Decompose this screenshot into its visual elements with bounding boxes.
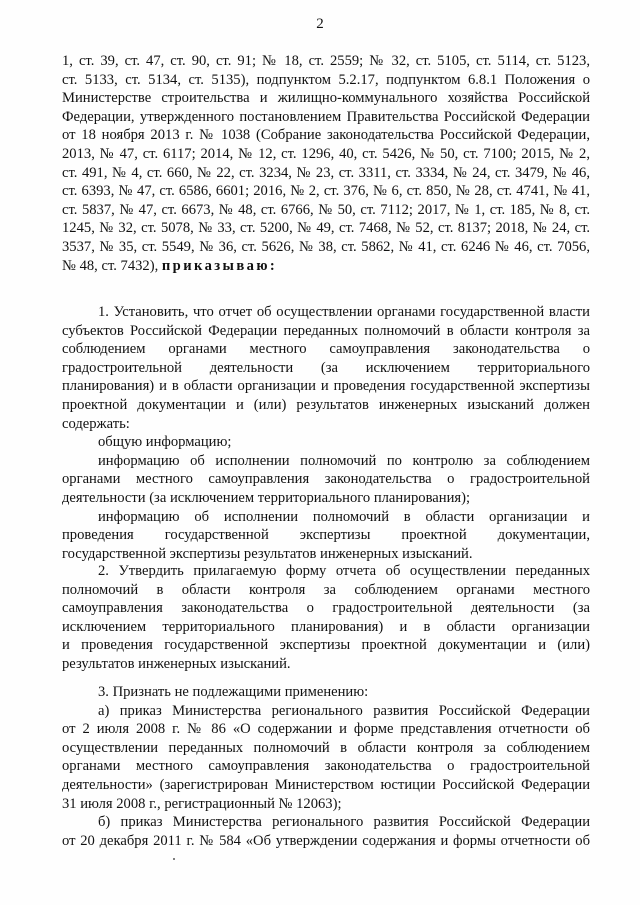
text-line: субъектов Российской Федерации переданных полномочий в области контроля за — [62, 322, 590, 339]
text-line: планирования) и в области организации и проведения государственной экспертизы — [62, 378, 590, 395]
text-line: полномочий в области контроля за соблюдением органами местного — [62, 581, 590, 598]
order-word: приказываю: — [161, 257, 278, 274]
text-line: 1. Установить, что отчет об осуществлении органами государственной власти — [98, 304, 590, 320]
text-line: Министерстве строительства и жилищно-коммунального хозяйства Российской — [62, 90, 590, 107]
text-line-final — [62, 257, 590, 276]
text-line: ст. 5133, ст. 5134, ст. 5135), подпунктом 5.2.17, подпунктом 6.8.1 Положения о — [62, 71, 590, 88]
text-line: ст. 6393, № 47, ст. 6586, 6601; 2016, № 2, ст. 376, № 6, ст. 850, № 28, ст. 4741, № 41, — [62, 183, 590, 200]
item-2-paragraph — [62, 562, 590, 674]
text-line: 3. Признать не подлежащими применению: — [98, 684, 369, 700]
text-line: 1, ст. 39, ст. 47, ст. 90, ст. 91; № 18, ст. 2559; № 32, ст. 5105, ст. 5114, ст. 5123, — [62, 53, 590, 69]
text-line: ст. 491, № 4, ст. 660, № 22, ст. 3234, № 23, ст. 3311, ст. 3334, № 24, ст. 3479, № 46, — [62, 164, 590, 181]
text-line: соблюдением органами местного самоуправления законодательства о — [62, 341, 590, 358]
text-line: проведения государственной экспертизы проектной документации, — [62, 527, 590, 544]
text-line: исключением территориального планирования) и в области организации — [62, 618, 590, 635]
preamble-last: № 48, ст. 7432), — [62, 257, 159, 274]
text-line: проектной документации и (или) результатов инженерных изысканий должен — [62, 396, 590, 413]
text-line: от 2 июля 2008 г. № 86 «О содержании и форме представления отчетности об — [62, 721, 590, 738]
text-line: 1245, № 32, ст. 5078, № 33, ст. 5200, № 49, ст. 7468, № 52, ст. 8137; 2018, № 24, ст. — [62, 220, 590, 237]
text-line: 31 июля 2008 г., регистрационный № 12063); — [62, 795, 342, 812]
text-line: результатов инженерных изысканий. — [62, 655, 291, 672]
text-line: органами местного самоуправления законодательства о градостроительной — [62, 758, 590, 775]
text-line: органами местного самоуправления законодательства о градостроительной — [62, 471, 590, 488]
text-line: а) приказ Министерства регионального развития Российской Федерации — [98, 702, 590, 719]
text-line: деятельности (за исключением территориального планирования); — [62, 489, 471, 506]
text-line: осуществлении переданных полномочий в области контроля за соблюдением — [62, 739, 590, 756]
text-line: содержать: — [62, 415, 130, 432]
text-line: информацию об исполнении полномочий в области организации и — [98, 508, 590, 525]
page-number: 2 — [316, 16, 324, 32]
item-3-paragraph — [62, 683, 590, 850]
text-line: 2013, № 47, ст. 6117; 2014, № 12, ст. 1296, 40, ст. 5426, № 50, ст. 7100; 2015, № 2, — [62, 145, 590, 162]
text-line: и проведения государственной экспертизы проектной документации и (или) — [62, 637, 590, 654]
text-line: б) приказ Министерства регионального развития Российской Федерации — [98, 814, 590, 831]
scan-speck — [173, 858, 175, 860]
preamble-paragraph — [62, 52, 590, 275]
text-line: от 20 декабря 2011 г. № 584 «Об утверждении содержания и формы отчетности об — [62, 832, 590, 849]
text-line: градостроительной деятельности (за исключением территориального — [62, 359, 590, 376]
text-line: ст. 5837, № 47, ст. 6673, № 48, ст. 6766, № 50, ст. 7112; 2017, № 1, ст. 185, № 8, ст. — [62, 201, 590, 218]
item-1-paragraph — [62, 303, 590, 563]
text-line: информацию об исполнении полномочий по контролю за соблюдением — [98, 452, 590, 469]
text-line: 3537, № 35, ст. 5549, № 36, ст. 5626, № 38, ст. 5862, № 41, ст. 6246 № 46, ст. 7056, — [62, 238, 590, 255]
text-line: государственной экспертизы результатов инженерных изысканий. — [62, 545, 473, 562]
text-line: Федерации, утвержденного постановлением Правительства Российской Федерации — [62, 108, 590, 125]
text-line: 2. Утвердить прилагаемую форму отчета об осуществлении переданных — [98, 563, 590, 579]
text-line: деятельности» (зарегистрирован Министерством юстиции Российской Федерации — [62, 776, 590, 793]
text-line: общую информацию; — [98, 434, 232, 451]
text-line: самоуправления законодательства о градостроительной деятельности (за — [62, 600, 590, 617]
text-line: от 18 ноября 2013 г. № 1038 (Собрание законодательства Российской Федерации, — [62, 127, 590, 144]
